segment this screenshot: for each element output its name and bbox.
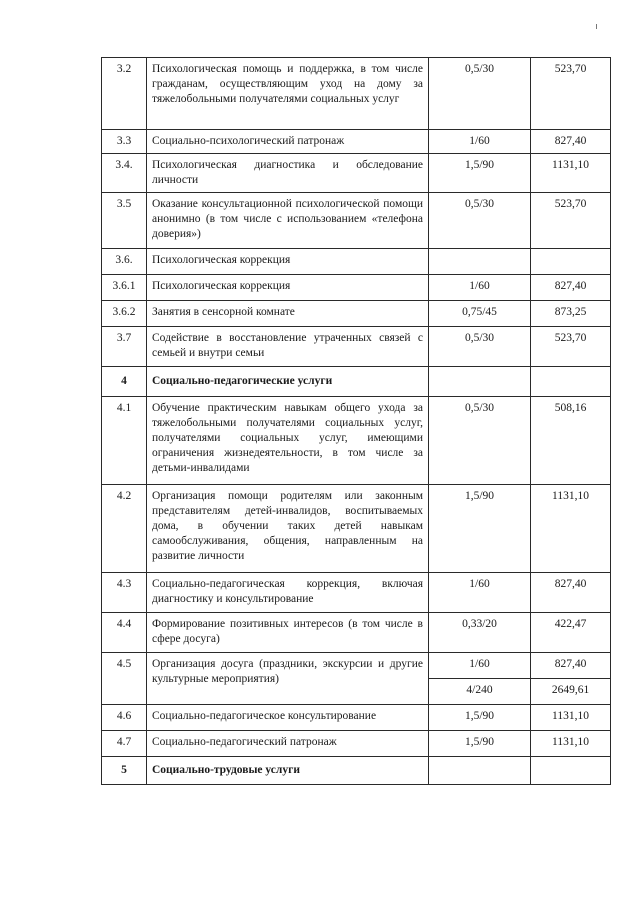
service-units: 1,5/90 xyxy=(429,154,531,193)
service-name: Социально-педагогическое консультирование xyxy=(147,705,429,731)
section-number: 5 xyxy=(102,757,147,785)
service-price: 827,40 xyxy=(531,130,611,154)
service-price: 523,70 xyxy=(531,58,611,130)
section-row xyxy=(102,757,611,785)
table-row xyxy=(102,275,611,301)
services-tariff-table xyxy=(101,57,611,785)
row-number: 3.2 xyxy=(102,58,147,130)
service-name: Социально-педагогическая коррекция, включая диагностику и консультирование xyxy=(147,573,429,613)
service-price xyxy=(531,367,611,397)
table-row xyxy=(102,731,611,757)
service-units: 1/60 xyxy=(429,275,531,301)
table-row xyxy=(102,58,611,130)
service-units xyxy=(429,367,531,397)
table-row xyxy=(102,327,611,367)
service-units: 0,75/45 xyxy=(429,301,531,327)
service-price: 523,70 xyxy=(531,327,611,367)
service-price: 827,40 xyxy=(531,653,611,679)
service-name: Организация досуга (праздники, экскурсии и другие культурные мероприятия) xyxy=(147,653,429,705)
service-price xyxy=(531,249,611,275)
service-name: Формирование позитивных интересов (в том числе в сфере досуга) xyxy=(147,613,429,653)
row-number: 4.5 xyxy=(102,653,147,705)
table-row xyxy=(102,249,611,275)
service-name: Психологическая диагностика и обследование личности xyxy=(147,154,429,193)
service-units: 0,5/30 xyxy=(429,193,531,249)
section-title: Социально-трудовые услуги xyxy=(147,757,429,785)
section-number: 4 xyxy=(102,367,147,397)
section-row xyxy=(102,367,611,397)
table-row xyxy=(102,613,611,653)
service-name: Психологическая помощь и поддержка, в том числе гражданам, осуществляющим уход на дому за тяжелобольными получателями социальных услуг xyxy=(147,58,429,130)
service-units: 1/60 xyxy=(429,653,531,679)
service-units xyxy=(429,249,531,275)
service-name: Психологическая коррекция xyxy=(147,249,429,275)
row-number: 4.1 xyxy=(102,397,147,485)
row-number: 4.4 xyxy=(102,613,147,653)
service-units xyxy=(429,757,531,785)
service-units: 1/60 xyxy=(429,573,531,613)
service-units: 4/240 xyxy=(429,679,531,705)
service-units: 1,5/90 xyxy=(429,485,531,573)
service-units: 0,5/30 xyxy=(429,397,531,485)
service-price: 873,25 xyxy=(531,301,611,327)
service-price: 1131,10 xyxy=(531,485,611,573)
service-name: Занятия в сенсорной комнате xyxy=(147,301,429,327)
service-name: Социально-педагогический патронаж xyxy=(147,731,429,757)
section-title: Социально-педагогические услуги xyxy=(147,367,429,397)
row-number: 3.7 xyxy=(102,327,147,367)
service-units: 1,5/90 xyxy=(429,731,531,757)
service-price: 422,47 xyxy=(531,613,611,653)
service-name: Содействие в восстановление утраченных связей с семьей и внутри семьи xyxy=(147,327,429,367)
table-row xyxy=(102,397,611,485)
row-number: 3.3 xyxy=(102,130,147,154)
table-row xyxy=(102,301,611,327)
table-row xyxy=(102,573,611,613)
service-units: 0,33/20 xyxy=(429,613,531,653)
service-units: 0,5/30 xyxy=(429,58,531,130)
row-number: 3.6. xyxy=(102,249,147,275)
service-price: 508,16 xyxy=(531,397,611,485)
table-row xyxy=(102,705,611,731)
service-price: 827,40 xyxy=(531,275,611,301)
service-units: 1,5/90 xyxy=(429,705,531,731)
service-price: 1131,10 xyxy=(531,731,611,757)
service-price xyxy=(531,757,611,785)
table-row xyxy=(102,653,611,679)
row-number: 4.2 xyxy=(102,485,147,573)
row-number: 4.7 xyxy=(102,731,147,757)
service-name: Оказание консультационной психологической помощи анонимно (в том числе с использованием «телефона доверия») xyxy=(147,193,429,249)
service-name: Организация помощи родителям или законным представителям детей-инвалидов, воспитываемых дома, в обучении таких детей навыкам самообслуживания, общения, направленным на развитие личности xyxy=(147,485,429,573)
row-number: 3.4. xyxy=(102,154,147,193)
service-units: 1/60 xyxy=(429,130,531,154)
service-price: 1131,10 xyxy=(531,705,611,731)
row-number: 3.6.2 xyxy=(102,301,147,327)
service-price: 1131,10 xyxy=(531,154,611,193)
row-number: 4.3 xyxy=(102,573,147,613)
page-mark xyxy=(596,24,597,29)
service-price: 523,70 xyxy=(531,193,611,249)
row-number: 4.6 xyxy=(102,705,147,731)
table-row xyxy=(102,485,611,573)
service-units: 0,5/30 xyxy=(429,327,531,367)
row-number: 3.5 xyxy=(102,193,147,249)
table-row xyxy=(102,130,611,154)
table-row xyxy=(102,193,611,249)
service-price: 827,40 xyxy=(531,573,611,613)
service-name: Социально-психологический патронаж xyxy=(147,130,429,154)
table-row xyxy=(102,154,611,193)
row-number: 3.6.1 xyxy=(102,275,147,301)
service-name: Психологическая коррекция xyxy=(147,275,429,301)
service-name: Обучение практическим навыкам общего ухода за тяжелобольными получателями социальных услуг, получателями социальных услуг, имеющими ограничения жизнедеятельности, в том числе за детьми-инвалидами xyxy=(147,397,429,485)
service-price: 2649,61 xyxy=(531,679,611,705)
